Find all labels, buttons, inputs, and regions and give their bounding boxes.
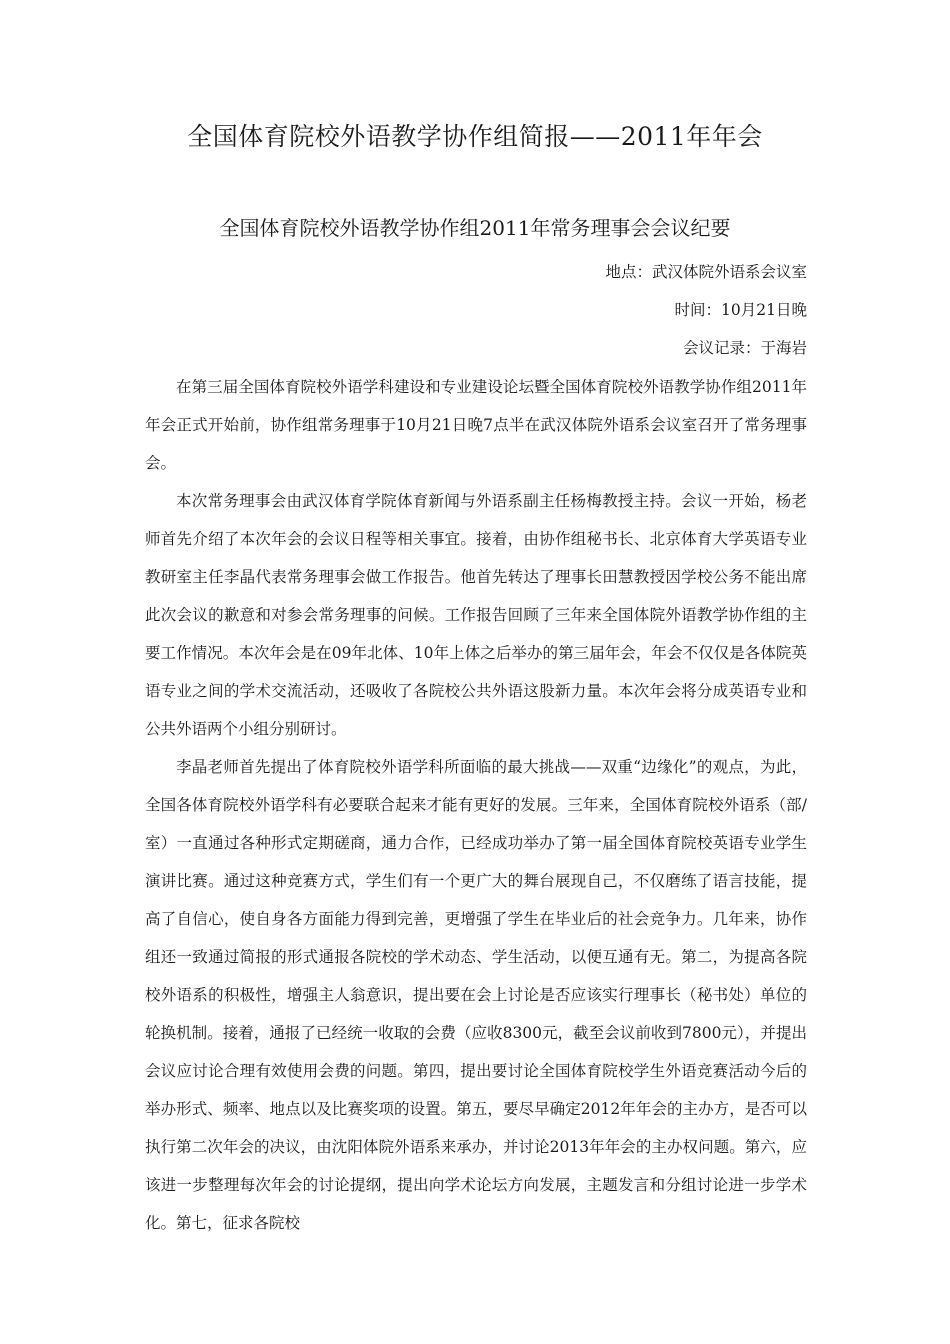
meeting-place: 地点：武汉体院外语系会议室 xyxy=(605,263,807,281)
paragraph: 李晶老师首先提出了体育院校外语学科所面临的最大挑战——双重“边缘化”的观点，为此，全国各体育院校外语学科有必要联合起来才能有更好的发展。三年来，全国体育院校外语系（部/室）一直通过各种形式定期磋商，通力合作，已经成功举办了第一届全国体育院校英语专业学生演讲比赛。通过这种竞赛方式，学生们有一个更广大的舞台展现自己，不仅磨练了语言技能，提高了自信心，使自身各方面能力得到完善，更增强了学生在毕业后的社会竞争力。几年来，协作组还一致通过简报的形式通报各院校的学术动态、学生活动，以便互通有无。第二，为提高各院校外语系的积极性，增强主人翁意识，提出要在会上讨论是否应该实行理事长（秘书处）单位的轮换机制。接着，通报了已经统一收取的会费（应收8300元，截至会议前收到7800元），并提出会议应讨论合理有效使用会费的问题。第四，提出要讨论全国体育院校学生外语竞赛活动今后的举办形式、频率、地点以及比赛奖项的设置。第五，要尽早确定2012年年会的主办方，是否可以执行第二次年会的决议，由沈阳体院外语系来承办，并讨论2013年年会的主办权问题。第六，应该进一步整理每次年会的讨论提纲，提出向学术论坛方向发展，主题发言和分组讨论进一步学术化。第七，征求各院校 xyxy=(145,758,807,1232)
meeting-time: 时间：10月21日晚 xyxy=(674,301,807,319)
document-title: 全国体育院校外语教学协作组简报——2011年年会 xyxy=(187,122,763,151)
paragraph: 在第三届全国体育院校外语学科建设和专业建设论坛暨全国体育院校外语教学协作组2011年年会正式开始前，协作组常务理事于10月21日晚7点半在武汉体院外语系会议室召开了常务理事会。 xyxy=(145,378,807,472)
meeting-recorder: 会议记录：于海岩 xyxy=(682,339,807,357)
document-body xyxy=(145,368,807,1242)
paragraph: 本次常务理事会由武汉体育学院体育新闻与外语系副主任杨梅教授主持。会议一开始，杨老师首先介绍了本次年会的会议日程等相关事宜。接着，由协作组秘书长、北京体育大学英语专业教研室主任李晶代表常务理事会做工作报告。他首先转达了理事长田慧教授因学校公务不能出席此次会议的歉意和对参会常务理事的问候。工作报告回顾了三年来全国体院外语教学协作组的主要工作情况。本次年会是在09年北体、10年上体之后举办的第三届年会，年会不仅仅是各体院英语专业之间的学术交流活动，还吸收了各院校公共外语这股新力量。本次年会将分成英语专业和公共外语两个小组分别研讨。 xyxy=(145,492,807,738)
document-subtitle: 全国体育院校外语教学协作组2011年常务理事会会议纪要 xyxy=(219,216,731,240)
